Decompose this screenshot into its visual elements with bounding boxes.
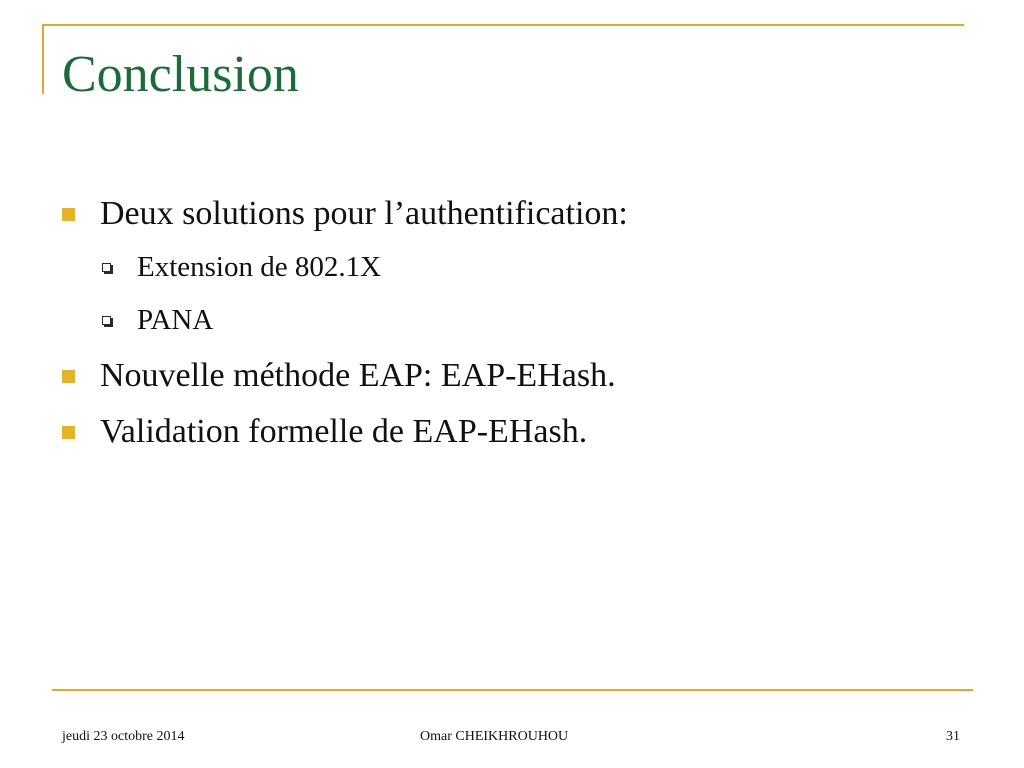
footer-author: Omar CHEIKHROUHOU [420,729,569,744]
footer-page-number: 31 [946,729,960,744]
bullet-text: Nouvelle méthode EAP: EAP-EHash. [100,357,616,394]
sub-bullet-item [102,244,962,297]
filled-square-bullet-icon [62,370,75,383]
sub-bullet-item [102,297,962,350]
bullet-item [62,350,962,406]
footer-date: jeudi 23 octobre 2014 [62,729,185,744]
filled-square-bullet-icon [62,426,75,439]
bullet-text: Validation formelle de EAP-EHash. [100,413,588,450]
title-frame-top-rule [42,24,964,26]
hollow-square-bullet-icon [102,263,111,272]
slide-title: Conclusion [62,46,299,103]
bullet-item [62,188,962,244]
slide-content [62,188,962,462]
sub-bullet-text: PANA [137,304,214,336]
sub-bullet-text: Extension de 802.1X [137,251,382,283]
filled-square-bullet-icon [62,208,75,221]
hollow-square-bullet-icon [102,316,111,325]
bullet-text: Deux solutions pour l’authentification: [100,195,628,232]
title-frame-left-rule [42,24,44,94]
footer-rule [52,689,973,691]
bullet-item [62,406,962,462]
